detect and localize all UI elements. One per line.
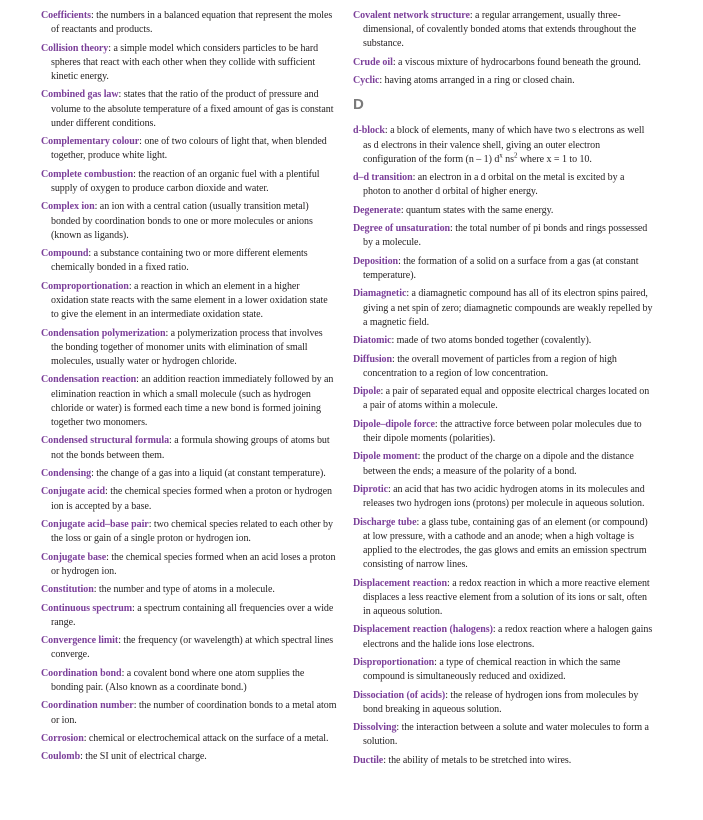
glossary-term: Diffusion: [353, 353, 393, 365]
glossary-right-column: [353, 9, 653, 772]
glossary-entry: [353, 689, 653, 717]
glossary-term: Crude oil: [353, 56, 393, 68]
glossary-definition: : a pair of separated equal and opposite electrical charges located on a pair of atoms within a molecule.: [363, 386, 650, 412]
glossary-term: Discharge tube: [353, 516, 417, 528]
glossary-definition: : the frequency (or wavelength) at which spectral lines converge.: [51, 635, 334, 661]
glossary-definition: : the number and type of atoms in a molecule.: [93, 584, 275, 596]
glossary-term: Condensed structural formula: [41, 435, 170, 447]
glossary-definition: : an acid that has two acidic hydrogen atoms in its molecules and releases two hydrogen ions (protons) per molecule in aqueous solution.: [363, 483, 645, 510]
glossary-definition: : a formula showing groups of atoms but not the bonds between them.: [51, 435, 330, 461]
glossary-term: Complex ion: [41, 201, 95, 213]
glossary-definition: : quantum states with the same energy.: [400, 204, 554, 216]
glossary-term: Condensation polymerization: [41, 327, 166, 339]
glossary-term: Dipole–dipole force: [353, 418, 435, 430]
glossary-term: Coordination bond: [41, 667, 122, 679]
glossary-term: Combined gas law: [41, 89, 119, 101]
glossary-definition: : the overall movement of particles from a region of high concentration to a region of low concentration.: [363, 353, 617, 379]
glossary-definition: : made of two atoms bonded together (covalently).: [391, 335, 592, 347]
glossary-entry: [353, 124, 653, 167]
glossary-entry: [41, 168, 337, 196]
glossary-entry: [41, 42, 337, 85]
glossary-term: Convergence limit: [41, 635, 119, 647]
glossary-term: Comproportionation: [41, 280, 129, 292]
glossary-entry: [353, 385, 653, 413]
glossary-term: Collision theory: [41, 42, 109, 54]
glossary-definition: : an electron in a d orbital on the metal is excited by a photon to another d orbital of higher energy.: [363, 172, 625, 198]
glossary-definition: : the chemical species formed when an acid loses a proton or hydrogen ion.: [51, 551, 336, 577]
glossary-entry: [41, 699, 337, 727]
glossary-definition: : a block of elements, many of which have two s electrons as well as d electrons in their valence shell, giving an outer electron configuration of the form (n – 1) d: [363, 125, 645, 165]
glossary-term: Constitution: [41, 584, 94, 596]
glossary-entry: [353, 516, 653, 573]
glossary-entry: [41, 88, 337, 131]
glossary-entry: [353, 74, 653, 88]
glossary-entry: [353, 222, 653, 250]
glossary-entry: [353, 353, 653, 381]
glossary-definition: : an ion with a central cation (usually transition metal) bonded by coordination bonds to one or more molecules or anions (known as ligands).: [51, 201, 313, 241]
glossary-term: Conjugate base: [41, 551, 107, 563]
glossary-term: Diatomic: [353, 335, 392, 347]
glossary-term: Condensation reaction: [41, 374, 137, 386]
glossary-term: Coordination number: [41, 700, 134, 712]
glossary-term: Dipole moment: [353, 451, 418, 463]
glossary-term: Disproportionation: [353, 656, 435, 668]
glossary-entry: [41, 518, 337, 546]
glossary-definition: : the numbers in a balanced equation that represent the moles of reactants and products.: [51, 10, 333, 36]
glossary-entry: [353, 450, 653, 478]
glossary-entry: [353, 483, 653, 511]
glossary-definition: : a polymerization process that involves the bonding together of monomer units with elimination of small molecules, usually water or hydrogen chloride.: [51, 327, 323, 367]
glossary-term: Dissociation (of acids): [353, 689, 446, 701]
glossary-term: Ductile: [353, 754, 384, 766]
glossary-definition: : the number of coordination bonds to a metal atom or ion.: [51, 700, 337, 726]
glossary-definition: : a type of chemical reaction in which the same compound is simultaneously reduced and oxidized.: [363, 656, 621, 683]
glossary-definition: : a redox reaction in which a more reactive element displaces a less reactive element from a solution of its ions or salt, often in aqueous solution.: [363, 577, 650, 617]
glossary-definition: : a viscous mixture of hydrocarbons found beneath the ground.: [392, 56, 641, 68]
glossary-entry: [353, 656, 653, 684]
glossary-term: Dissolving: [353, 722, 397, 734]
glossary-term: Complementary colour: [41, 136, 140, 148]
glossary-definition: : an addition reaction immediately followed by an elimination reaction in which a small molecule (such as hydrogen chloride or water) is formed each time a new bond is formed joining together two monomers.: [51, 374, 334, 428]
glossary-entry: [41, 732, 337, 746]
glossary-term: Degree of unsaturation: [353, 223, 451, 235]
glossary-definition: : a spectrum containing all frequencies over a wide range.: [51, 602, 334, 628]
superscript-x: x: [499, 151, 503, 160]
superscript-2: 2: [513, 151, 518, 160]
glossary-entry: [41, 602, 337, 630]
glossary-entry: [41, 667, 337, 695]
glossary-entry: [353, 204, 653, 218]
glossary-definition: : the release of hydrogen ions from molecules by bond breaking in aqueous solution.: [363, 689, 639, 715]
glossary-definition: : a regular arrangement, usually three-dimensional, of covalently bonded atoms that extends throughout the substance.: [363, 10, 636, 50]
glossary-term: d-block: [353, 125, 385, 137]
glossary-definition: : a redox reaction where a halogen gains electrons and the halide ions lose electrons.: [363, 624, 653, 650]
glossary-term: Coulomb: [41, 751, 81, 763]
glossary-term: Covalent network structure: [353, 10, 470, 21]
glossary-entry: [41, 327, 337, 370]
glossary-term: d–d transition: [353, 172, 413, 184]
glossary-entry: [353, 287, 653, 330]
glossary-entry: [41, 750, 337, 764]
glossary-term: Condensing: [41, 467, 92, 479]
glossary-definition: : having atoms arranged in a ring or closed chain.: [379, 75, 575, 87]
glossary-definition: : the change of a gas into a liquid (at constant temperature).: [91, 467, 326, 479]
glossary-entry: [353, 721, 653, 749]
glossary-entry: [41, 200, 337, 243]
glossary-entry: [41, 135, 337, 163]
glossary-entry: [353, 255, 653, 283]
glossary-definition: : the reaction of an organic fuel with a plentiful supply of oxygen to produce carbon dioxide and water.: [51, 168, 320, 194]
glossary-term: Complete combustion: [41, 168, 134, 180]
glossary-entry: [41, 467, 337, 481]
glossary-definition: : the attractive force between polar molecules due to their dipole moments (polarities).: [363, 418, 642, 444]
glossary-left-column: [41, 9, 337, 769]
glossary-term: Degenerate: [353, 204, 401, 216]
glossary-definition: : a substance containing two or more different elements chemically bonded in a fixed ratio.: [51, 248, 308, 274]
glossary-entry: [41, 247, 337, 275]
glossary-definition: : the interaction between a solute and water molecules to form a solution.: [363, 722, 649, 748]
glossary-entry: [353, 9, 653, 52]
glossary-definition: : the SI unit of electrical charge.: [80, 751, 207, 763]
glossary-entry: [353, 577, 653, 620]
glossary-term: Continuous spectrum: [41, 602, 133, 614]
glossary-entry: [353, 171, 653, 199]
glossary-term: Displacement reaction (halogens): [353, 624, 493, 636]
glossary-term: Displacement reaction: [353, 577, 448, 589]
glossary-entry: [41, 583, 337, 597]
glossary-definition: ns: [502, 153, 514, 165]
glossary-term: Corrosion: [41, 732, 84, 744]
glossary-definition: : the total number of pi bonds and rings possessed by a molecule.: [363, 223, 648, 249]
glossary-term: Diamagnetic: [353, 288, 407, 300]
glossary-entry: [41, 551, 337, 579]
glossary-term: Cyclic: [353, 75, 380, 87]
glossary-entry: [353, 623, 653, 651]
glossary-entry: [41, 485, 337, 513]
glossary-term: Diprotic: [353, 483, 388, 495]
glossary-definition: : two chemical species related to each other by the loss or gain of a single proton or hydrogen ion.: [51, 518, 333, 545]
glossary-definition: where x = 1 to 10.: [517, 153, 592, 165]
glossary-entry: [41, 634, 337, 662]
glossary-definition: : chemical or electrochemical attack on the surface of a metal.: [83, 732, 329, 744]
section-letter-heading: D: [353, 96, 364, 114]
glossary-definition: : a reaction in which an element in a higher oxidation state reacts with the same element in a lower oxidation state to give the element in an intermediate oxidation state.: [51, 280, 328, 321]
glossary-definition: : a covalent bond where one atom supplies the bonding pair. (Also known as a coordinate bond.): [51, 667, 305, 693]
glossary-term: Dipole: [353, 386, 381, 398]
glossary-entry: [41, 9, 337, 37]
glossary-definition: : the ability of metals to be stretched into wires.: [383, 754, 572, 766]
glossary-entry: [353, 334, 653, 348]
glossary-entry: [353, 56, 653, 70]
glossary-definition: : a diamagnetic compound has all of its electron spins paired, giving a net spin of zero; diamagnetic compounds are weakly repelled by a magnetic field.: [363, 288, 653, 328]
glossary-definition: : the product of the charge on a dipole and the distance between the ends; a measure of the polarity of a bond.: [363, 451, 634, 477]
glossary-entry: [353, 754, 653, 768]
glossary-entry: [41, 373, 337, 430]
glossary-definition: : one of two colours of light that, when blended together, produce white light.: [51, 136, 327, 162]
glossary-definition: : the chemical species formed when a proton or hydrogen ion is accepted by a base.: [51, 486, 332, 512]
glossary-definition: : states that the ratio of the product of pressure and volume to the absolute temperature of a fixed amount of gas is constant under different conditions.: [51, 89, 334, 129]
glossary-term: Conjugate acid–base pair: [41, 518, 149, 530]
glossary-definition: : the formation of a solid on a surface from a gas (at constant temperature).: [363, 255, 639, 281]
glossary-term: Compound: [41, 248, 89, 260]
glossary-term: Conjugate acid: [41, 486, 106, 498]
glossary-entry: [353, 418, 653, 446]
glossary-definition: : a simple model which considers particles to be hard spheres that react with each other when they collide with sufficient kinetic energy.: [51, 42, 319, 82]
glossary-entry: [41, 434, 337, 462]
glossary-entry: [41, 280, 337, 323]
glossary-definition: : a glass tube, containing gas of an element (or compound) at low pressure, with a cathode and an anode; when a high voltage is applied to the electrodes, the gas glows and emits an emission spectrum consisting of narrow lines.: [363, 516, 648, 571]
glossary-term: Deposition: [353, 255, 399, 267]
glossary-term: Coefficients: [41, 10, 91, 21]
